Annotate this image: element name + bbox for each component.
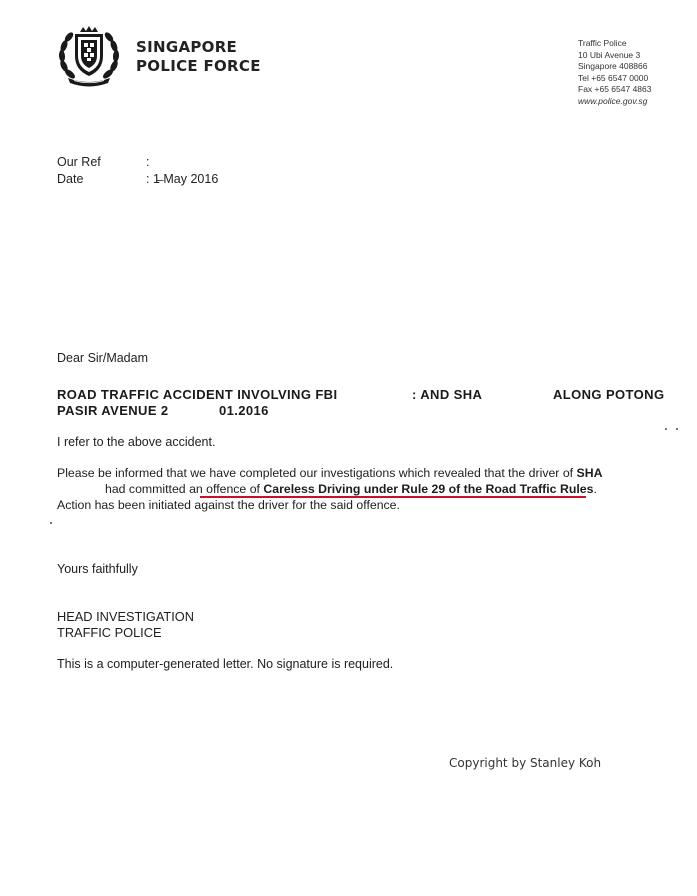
salutation: Dear Sir/Madam — [57, 351, 148, 365]
address-line: Singapore 408866 — [578, 61, 648, 71]
org-name-line2: POLICE FORCE — [136, 57, 261, 75]
computer-generated-note: This is a computer-generated letter. No signature is required. — [57, 657, 394, 671]
paragraph-2-line2 — [105, 482, 597, 496]
paragraph-2-period: . — [593, 482, 597, 496]
paragraph-2-line1-text: Please be informed that we have completed our investigations which revealed that the driver of — [57, 466, 574, 480]
subject-part2: : AND SHA — [412, 387, 483, 402]
offence-text: Careless Driving under Rule 29 of the Road Traffic Rules — [263, 482, 594, 496]
address-line: Traffic Police — [578, 38, 627, 48]
address-block — [578, 38, 652, 107]
subject-line2-a: PASIR AVENUE 2 — [57, 403, 169, 418]
address-line: Tel +65 6547 0000 — [578, 72, 649, 83]
org-name-line1: SINGAPORE — [136, 38, 238, 56]
scan-speck — [676, 428, 678, 430]
signatory-line1: HEAD INVESTIGATION — [57, 609, 194, 624]
date-label: Date — [57, 172, 84, 186]
subject-part3: ALONG POTONG — [553, 387, 665, 402]
paragraph-2-line2-text: had committed an offence of — [105, 482, 260, 496]
police-crest-icon — [56, 26, 122, 88]
closing: Yours faithfully — [57, 562, 138, 576]
paragraph-2-line3: Action has been initiated against the driver for the said offence. — [57, 498, 400, 512]
copyright-text: Copyright by Stanley Koh — [449, 756, 602, 770]
address-line: 10 Ubi Avenue 3 — [578, 49, 641, 60]
date-value: : 1̶ May 2016 — [146, 172, 219, 186]
address-line: Fax +65 6547 4863 — [578, 84, 652, 94]
redacted-address-line — [55, 298, 190, 306]
paragraph-2-line1 — [57, 466, 602, 480]
our-ref-value: : — [146, 155, 150, 169]
signatory-line2: TRAFFIC POLICE — [57, 625, 162, 640]
subject-line2-b: 01.2016 — [219, 403, 269, 418]
org-name — [136, 38, 261, 76]
paragraph-1: I refer to the above accident. — [57, 435, 216, 449]
subject-part1: ROAD TRAFFIC ACCIDENT INVOLVING FBI — [57, 387, 338, 402]
our-ref-label: Our Ref — [57, 155, 101, 169]
vehicle-plate-sha: SHA — [576, 466, 603, 480]
scan-speck — [665, 428, 667, 430]
address-website: www.police.gov.sg — [578, 95, 648, 106]
scan-speck — [50, 522, 52, 524]
